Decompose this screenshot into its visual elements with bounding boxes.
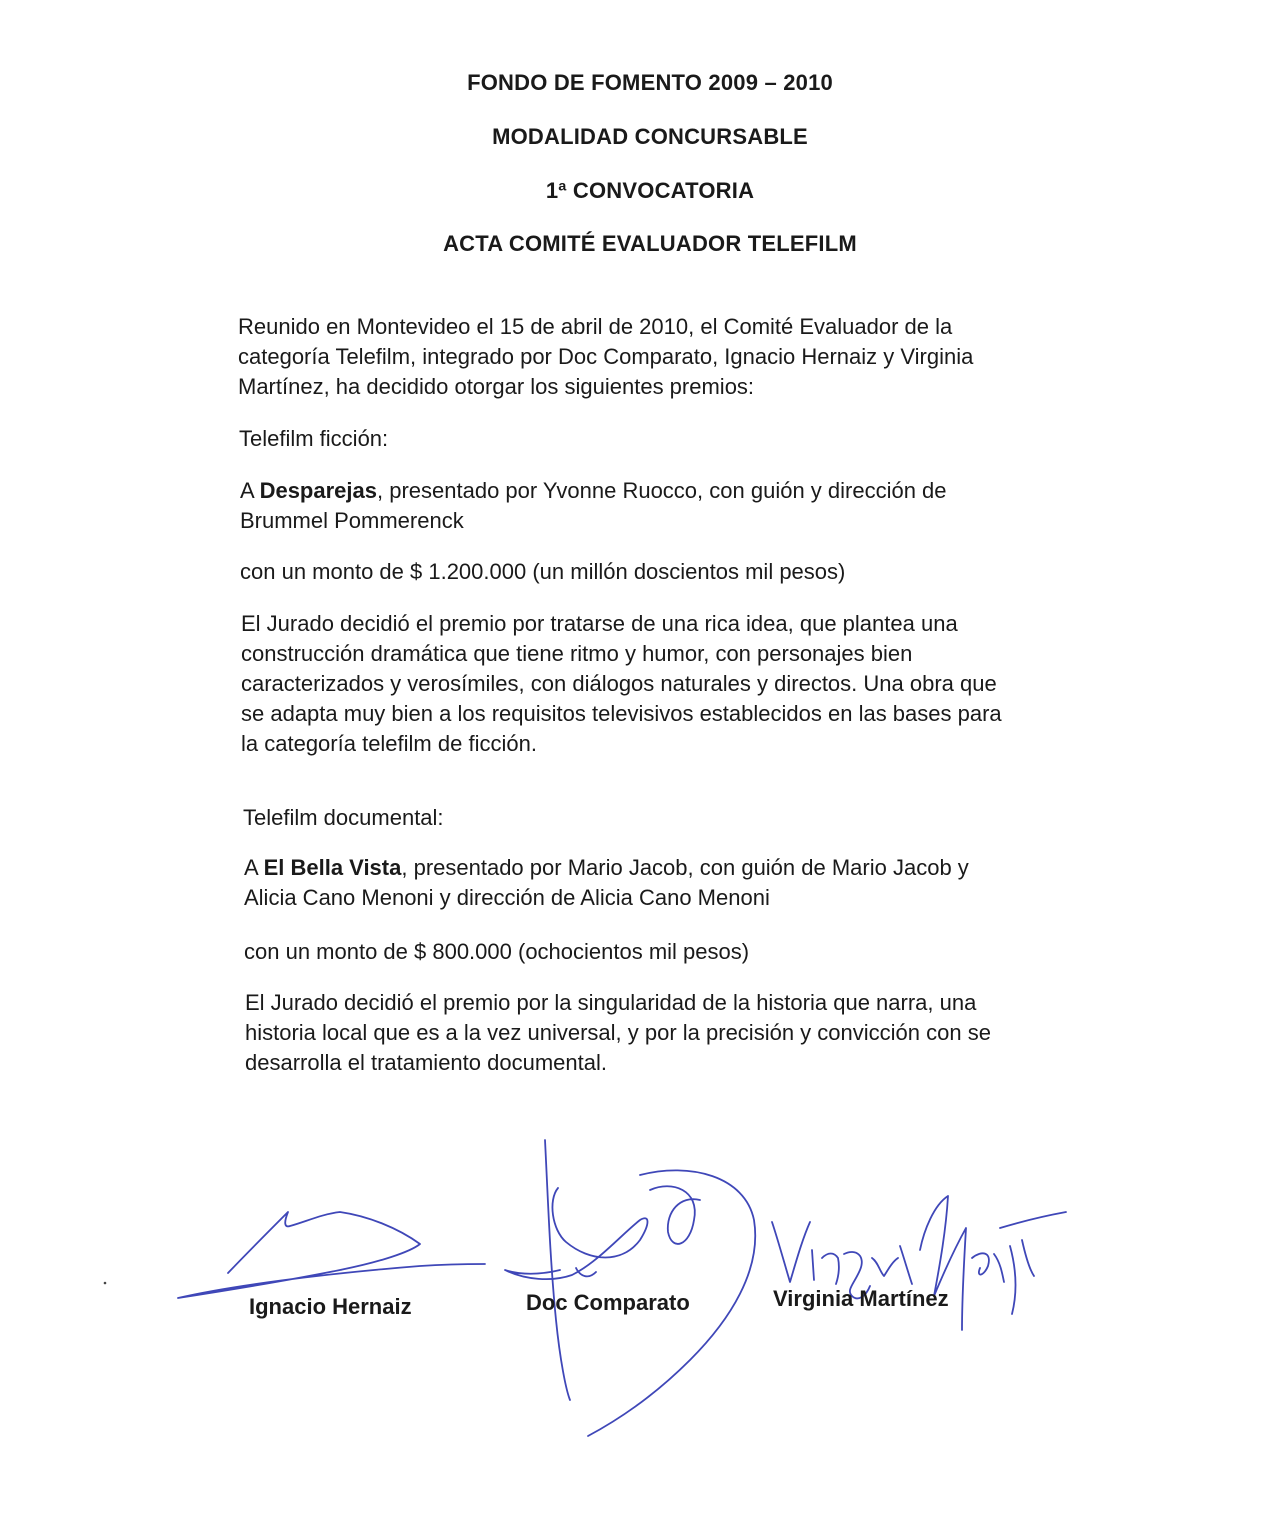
documentary-title: El Bella Vista (263, 855, 402, 880)
documentary-award-line: Alicia Cano Menoni y dirección de Alicia Cano Menoni (244, 885, 770, 910)
fiction-award-line (240, 476, 1070, 506)
rationale-line: caracterizados y verosímiles, con diálogos naturales y directos. Una obra que (241, 671, 997, 696)
fiction-title: Desparejas (259, 478, 377, 503)
heading-fund: FONDO DE FOMENTO 2009 – 2010 (467, 70, 833, 95)
heading-call: 1ª CONVOCATORIA (545, 178, 755, 203)
heading-act-title: ACTA COMITÉ EVALUADOR TELEFILM (443, 231, 857, 256)
signatory-name-center: Doc Comparato (526, 1290, 690, 1315)
fiction-award (240, 476, 1070, 536)
documentary-award-line (244, 853, 1074, 883)
fiction-category-label: Telefilm ficción: (239, 426, 389, 451)
award-details: , presentado por Yvonne Ruocco, con guión y dirección de (377, 478, 947, 503)
rationale-line: historia local que es a la vez universal, y por la precisión y convicción con se (245, 1020, 991, 1045)
fiction-award-line: Brummel Pommerenck (240, 508, 464, 533)
signature-comparato (545, 1140, 570, 1400)
intro-paragraph (238, 312, 1068, 402)
rationale-line: El Jurado decidió el premio por tratarse de una rica idea, que plantea una (241, 611, 958, 636)
heading-modality: MODALIDAD CONCURSABLE (492, 124, 808, 149)
documentary-award (244, 853, 1074, 913)
award-prefix: A (244, 855, 264, 880)
documentary-category-label: Telefilm documental: (243, 805, 444, 830)
signatory-name-right: Virginia Martínez (773, 1286, 949, 1311)
award-prefix: A (240, 478, 260, 503)
signature-hernaiz (178, 1212, 485, 1298)
documentary-amount: con un monto de $ 800.000 (ochocientos mil pesos) (244, 939, 750, 964)
fiction-amount: con un monto de $ 1.200.000 (un millón doscientos mil pesos) (240, 559, 846, 584)
fiction-rationale (241, 609, 1071, 759)
rationale-line: se adapta muy bien a los requisitos televisivos establecidos en las bases para (241, 701, 1002, 726)
award-details: , presentado por Mario Jacob, con guión de Mario Jacob y (401, 855, 969, 880)
rationale-line: desarrolla el tratamiento documental. (245, 1050, 607, 1075)
rationale-line: construcción dramática que tiene ritmo y humor, con personajes bien (241, 641, 913, 666)
rationale-line: El Jurado decidió el premio por la singularidad de la historia que narra, una (245, 990, 977, 1015)
documentary-rationale (245, 988, 1075, 1078)
rationale-line: la categoría telefilm de ficción. (241, 731, 537, 756)
intro-line: Reunido en Montevideo el 15 de abril de 2010, el Comité Evaluador de la (238, 314, 953, 339)
intro-line: Martínez, ha decidido otorgar los siguientes premios: (238, 374, 755, 399)
signatory-name-left: Ignacio Hernaiz (249, 1294, 412, 1319)
signature-martinez (772, 1222, 810, 1282)
intro-line: categoría Telefilm, integrado por Doc Comparato, Ignacio Hernaiz y Virginia (238, 344, 974, 369)
